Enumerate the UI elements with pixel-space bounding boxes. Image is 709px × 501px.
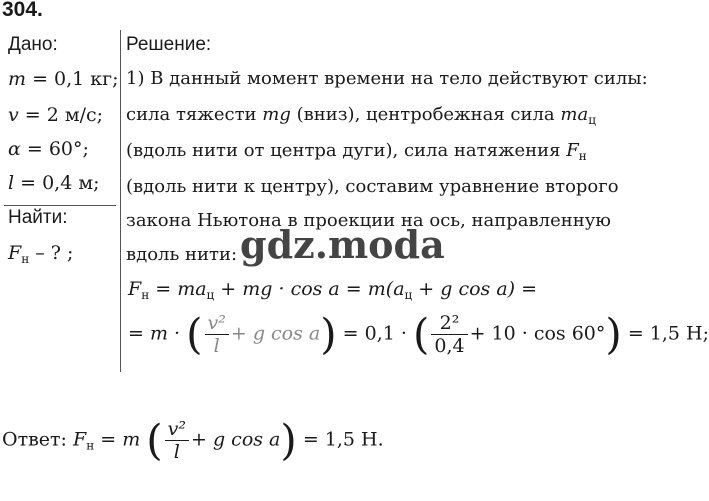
find-item: $F_н$ – ? ; xyxy=(8,242,74,266)
solution-line-2: сила тяжести mg (вниз), центробежная сила $ma_ц$ xyxy=(126,104,596,127)
find-header: Найти: xyxy=(8,207,68,228)
solution-line-5: закона Ньютона в проекции на ось, направленную xyxy=(126,210,611,231)
fraction-v2-over-l: $\frac{\text{v²}}{l}$ xyxy=(205,312,229,357)
fraction-2sq-over-04: $\frac{\text{2²}}{0,4}$ xyxy=(431,312,467,357)
given-separator xyxy=(4,205,116,206)
given-item-velocity: v = 2 м/с; xyxy=(8,104,104,126)
solution-line-3: (вдоль нити от центра дуги), сила натяжения $F_н$ xyxy=(126,140,587,163)
equation-2: = m · ( $\frac{\text{v²}}{l}$ + g cos a) = 0,1 · ( $\frac{\text{2²}}{0,4}$ + 10 · cos 60°) = 1,5 Н; xyxy=(128,309,709,359)
solution-header: Решение: xyxy=(126,34,212,55)
answer-fraction: $\frac{\text{v²}}{l}$ xyxy=(165,418,189,463)
equation-1: $F_н = ma_ц$ + mg · $\cos a = m(a_ц + g$ cos a) = xyxy=(128,278,538,302)
solution-line-4: (вдоль нити к центру), составим уравнение второго xyxy=(126,176,619,197)
solution-line-1: 1) В данный момент времени на тело действуют силы: xyxy=(126,68,648,89)
given-item-angle: α = 60°; xyxy=(8,138,89,160)
watermark: gdz.moda xyxy=(240,222,445,267)
solution-line-6: вдоль нити: xyxy=(126,244,238,265)
given-item-mass: m = 0,1 кг; xyxy=(8,68,119,90)
given-item-length: l = 0,4 м; xyxy=(8,172,100,194)
given-header: Дано: xyxy=(8,34,58,55)
answer-line: Ответ: $F_н = m$ ( $\frac{\text{v²}}{l}$ + g cos a) = 1,5 Н. xyxy=(2,415,384,465)
problem-number: 304. xyxy=(2,0,43,21)
